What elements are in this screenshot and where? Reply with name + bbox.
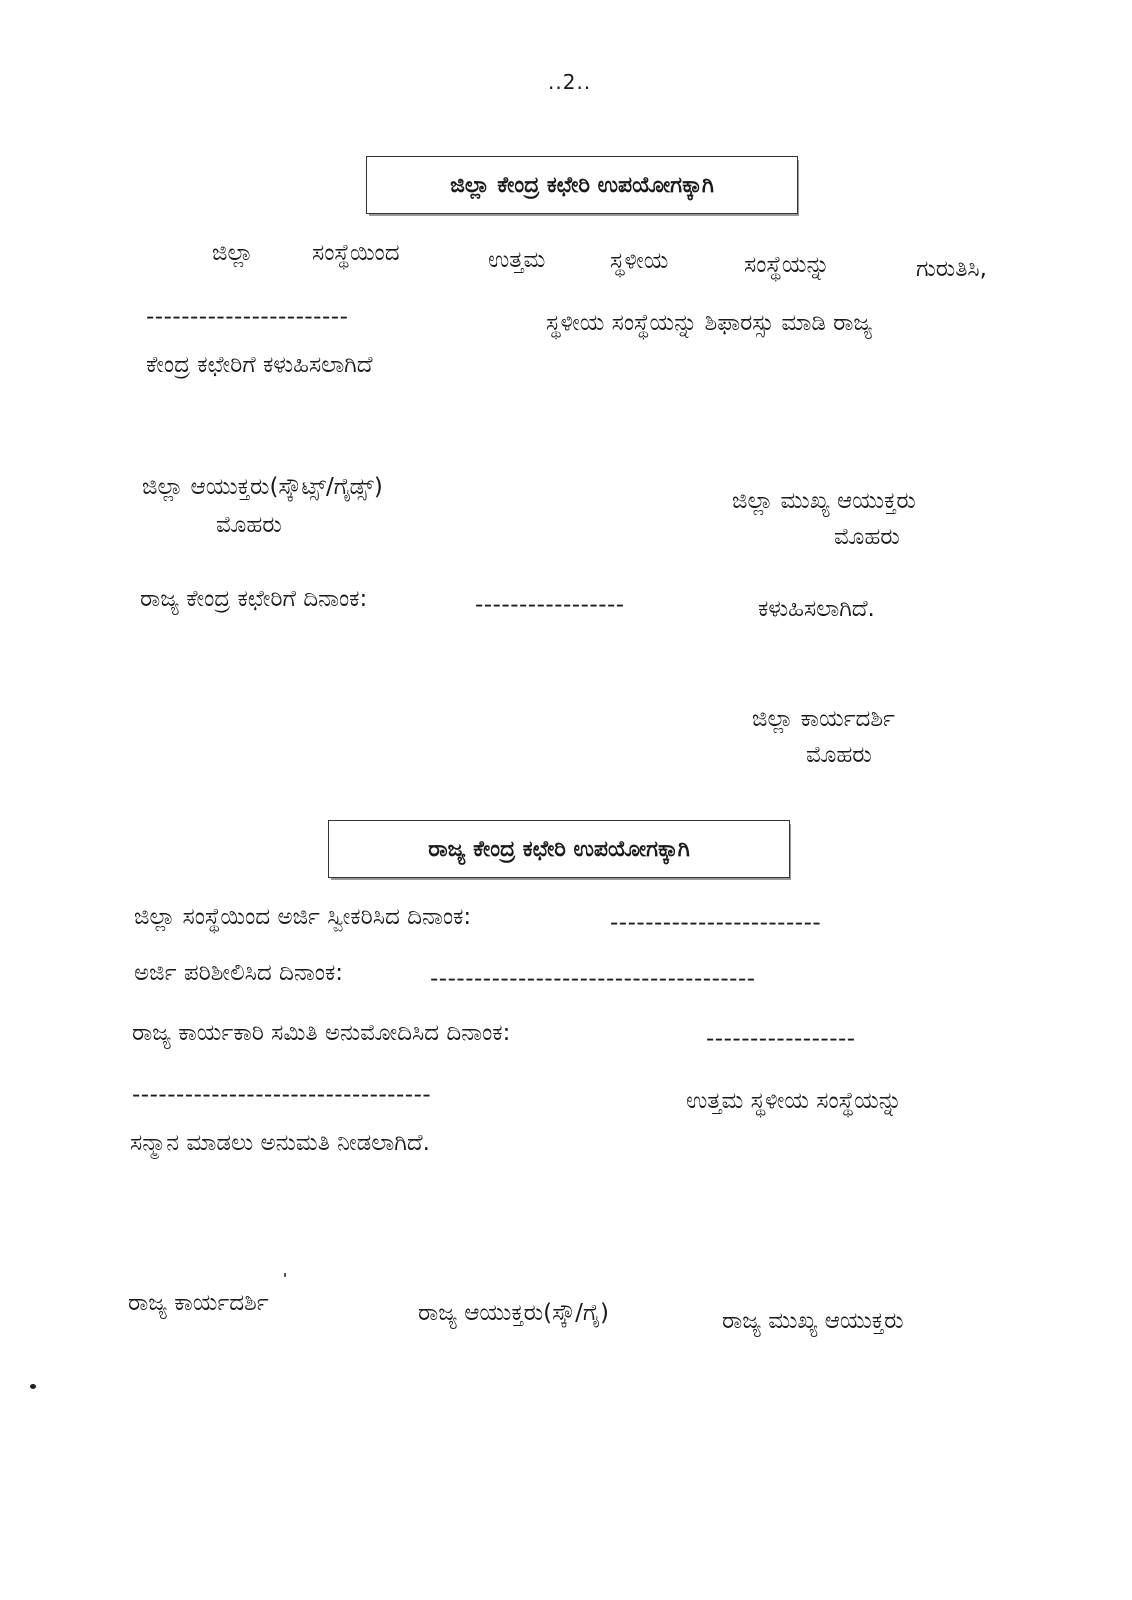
state-commissioner-title: ರಾಜ್ಯ ಆಯುಕ್ತರು(ಸ್ಕೌ/ಗೈ) [418,1300,610,1326]
received-date-label: ಜಿಲ್ಲಾ ಸಂಸ್ಥೆಯಿಂದ ಅರ್ಜಿ ಸ್ವೀಕರಿಸಿದ ದಿನಾಂಕ: [134,904,472,930]
district-commissioner-seal: ಮೊಹರು [216,512,282,538]
state-section-heading: ರಾಜ್ಯ ಕೇಂದ್ರ ಕಛೇರಿ ಉಪಯೋಗಕ್ಕಾಗಿ [428,836,690,862]
honour-text: ಉತ್ತಮ ಸ್ಥಳೀಯ ಸಂಸ್ಥೆಯನ್ನು [686,1088,902,1114]
page-number: ..2.. [548,70,592,94]
scan-mark [30,1384,36,1389]
approved-date-blank: ----------------- [706,1026,856,1052]
para-word: ಉತ್ತಮ [488,247,546,273]
reviewed-date-blank: ------------------------------------- [430,966,756,992]
state-secretary-title: ರಾಜ್ಯ ಕಾರ್ಯದರ್ಶಿ [128,1290,269,1316]
para-word: ಸ್ಥಳೀಯ [610,248,669,274]
scan-speck [284,1273,286,1277]
district-secretary-title: ಜಿಲ್ಲಾ ಕಾರ್ಯದರ್ಶಿ [752,706,895,732]
reviewed-date-label: ಅರ್ಜಿ ಪರಿಶೀಲಿಸಿದ ದಿನಾಂಕ: [134,960,344,986]
district-section-heading-box [366,156,798,214]
para-word: ಗುರುತಿಸಿ, [916,256,987,282]
district-secretary-seal: ಮೊಹರು [806,742,872,768]
approved-date-label: ರಾಜ್ಯ ಕಾರ್ಯಕಾರಿ ಸಮಿತಿ ಅನುಮೋದಿಸಿದ ದಿನಾಂಕ: [132,1020,511,1046]
state-section-heading-box [328,820,790,878]
recommend-text: ಸ್ಥಳೀಯ ಸಂಸ್ಥೆಯನ್ನು ಶಿಫಾರಸ್ಸು ಮಾಡಿ ರಾಜ್ಯ [546,310,873,336]
honour-text-line2: ಸನ್ಮಾನ ಮಾಡಲು ಅನುಮತಿ ನೀಡಲಾಗಿದೆ. [130,1130,430,1156]
district-chief-commissioner-title: ಜಿಲ್ಲಾ ಮುಖ್ಯ ಆಯುಕ್ತರು [732,488,916,514]
para-word: ಸಂಸ್ಥೆಯಿಂದ [312,240,400,266]
recommend-text-line3: ಕೇಂದ್ರ ಕಛೇರಿಗೆ ಕಳುಹಿಸಲಾಗಿದೆ [146,352,373,378]
state-chief-commissioner-title: ರಾಜ್ಯ ಮುಖ್ಯ ಆಯುಕ್ತರು [722,1308,904,1334]
honour-blank: ---------------------------------- [132,1082,432,1108]
district-chief-commissioner-seal: ಮೊಹರು [834,524,900,550]
recommend-blank: ----------------------- [146,304,349,330]
para-word: ಜಿಲ್ಲಾ [212,240,254,266]
sent-date-blank: ----------------- [475,592,625,618]
sent-suffix: ಕಳುಹಿಸಲಾಗಿದೆ. [758,596,875,622]
district-commissioner-title: ಜಿಲ್ಲಾ ಆಯುಕ್ತರು(ಸ್ಕೌಟ್ಸ್/ಗೈಡ್ಸ್) [142,474,383,500]
received-date-blank: ------------------------ [610,910,822,936]
district-section-heading: ಜಿಲ್ಲಾ ಕೇಂದ್ರ ಕಛೇರಿ ಉಪಯೋಗಕ್ಕಾಗಿ [450,172,714,198]
para-word: ಸಂಸ್ಥೆಯನ್ನು [744,252,830,278]
sent-date-label: ರಾಜ್ಯ ಕೇಂದ್ರ ಕಛೇರಿಗೆ ದಿನಾಂಕ: [140,586,368,612]
